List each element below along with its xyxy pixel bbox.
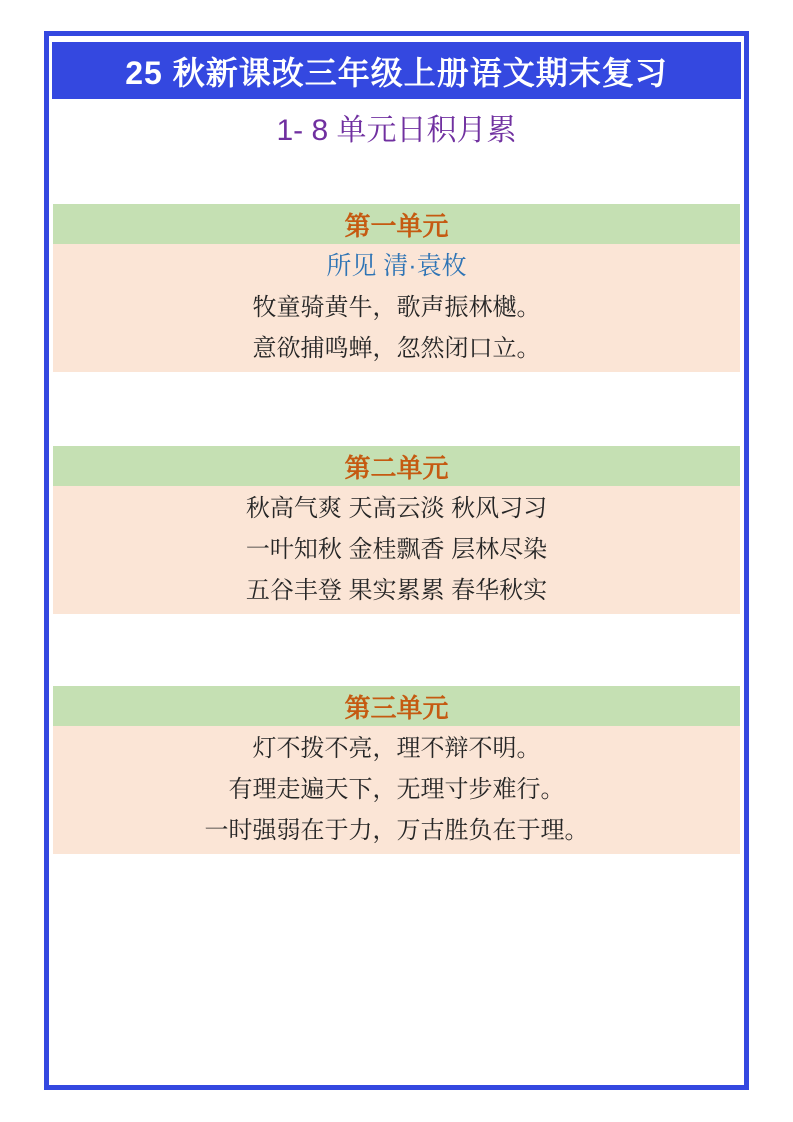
page-subtitle: 1- 8 单元日积月累 bbox=[276, 114, 517, 147]
section-unit-2 bbox=[53, 446, 740, 614]
text-line: 一时强弱在于力，万古胜负在于理。 bbox=[204, 817, 589, 844]
section-unit-3-body bbox=[53, 726, 740, 854]
text-line: 牧童骑黄牛，歌声振林樾。 bbox=[252, 294, 541, 321]
poem-title-line: 所见 清·袁枚 bbox=[326, 252, 467, 280]
section-unit-1 bbox=[53, 204, 740, 372]
title-bar bbox=[52, 42, 741, 99]
section-unit-2-header: 第二单元 bbox=[53, 446, 740, 486]
text-line: 灯不拨不亮，理不辩不明。 bbox=[252, 735, 541, 762]
section-unit-1-header: 第一单元 bbox=[53, 204, 740, 244]
section-unit-1-body bbox=[53, 244, 740, 372]
text-line: 有理走遍天下，无理寸步难行。 bbox=[228, 776, 565, 803]
text-line: 一叶知秋 金桂飘香 层林尽染 bbox=[245, 536, 548, 563]
page-title: 25 秋新课改三年级上册语文期末复习 bbox=[125, 54, 668, 91]
page-frame bbox=[44, 31, 749, 1090]
section-unit-3 bbox=[53, 686, 740, 854]
text-line: 意欲捕鸣蝉，忽然闭口立。 bbox=[252, 335, 541, 362]
text-line: 秋高气爽 天高云淡 秋风习习 bbox=[245, 495, 548, 522]
section-unit-2-body bbox=[53, 486, 740, 614]
text-line: 五谷丰登 果实累累 春华秋实 bbox=[245, 577, 548, 604]
section-unit-3-header: 第三单元 bbox=[53, 686, 740, 726]
